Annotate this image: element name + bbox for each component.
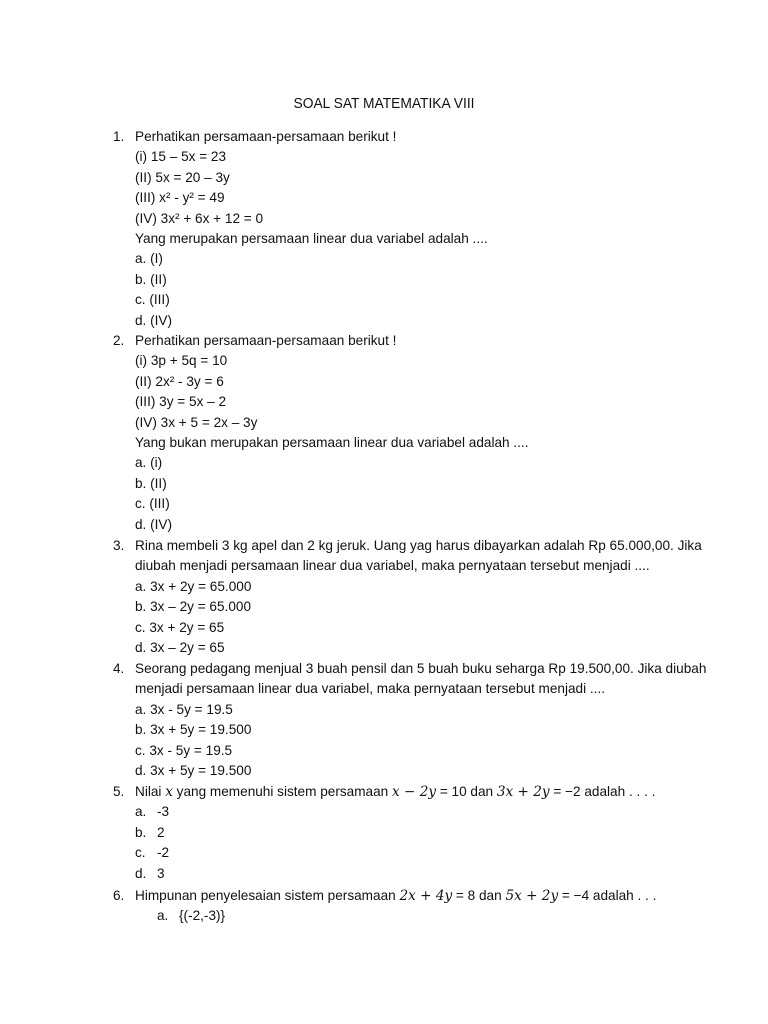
stem-text: = −2 adalah . . . . (549, 784, 656, 799)
stem-text: yang memenuhi sistem persamaan (172, 784, 393, 799)
question-prompt: Yang bukan merupakan persamaan linear dua variabel adalah .... (135, 434, 529, 450)
stem-text: = 8 dan (452, 888, 506, 903)
math-expression: x − 2y (392, 784, 437, 800)
question-5 (0, 782, 768, 884)
math-expression: 5x + 2y (505, 888, 559, 904)
answer-option-d: d. 3x + 5y = 19.500 (135, 762, 252, 778)
question-stem: Perhatikan persamaan-persamaan berikut ! (135, 333, 397, 348)
equation-item: (i) 3p + 5q = 10 (135, 353, 228, 369)
equation-item: (II) 2x² - 3y = 6 (135, 373, 224, 389)
question-4 (0, 659, 768, 781)
option-letter-a: a. (135, 804, 147, 820)
math-expression: 3x + 2y (496, 784, 550, 800)
math-variable: x (165, 784, 173, 800)
answer-option-b: 2 (157, 824, 165, 840)
answer-option-c: c. 3x + 2y = 65 (135, 619, 225, 635)
question-stem: Rina membeli 3 kg apel dan 2 kg jeruk. Uang yag harus dibayarkan adalah Rp 65.000,00. Jika (135, 538, 702, 553)
question-stem-continued: diubah menjadi persamaan linear dua variabel, maka pernyataan tersebut menjadi .... (135, 558, 650, 574)
question-number: 4. (113, 661, 125, 676)
option-letter-d: d. (135, 865, 147, 881)
answer-option-c: c. 3x - 5y = 19.5 (135, 742, 233, 758)
equation-item: (i) 15 – 5x = 23 (135, 149, 227, 165)
answer-option-a: -3 (157, 804, 170, 820)
question-prompt: Yang merupakan persamaan linear dua variabel adalah .... (135, 230, 488, 246)
question-1 (0, 127, 768, 331)
answer-option-b: b. 3x – 2y = 65.000 (135, 599, 252, 615)
question-stem (135, 886, 656, 906)
question-number: 1. (113, 129, 125, 144)
answer-option-a: a. (I) (135, 251, 163, 267)
equation-item: (IV) 3x + 5 = 2x – 3y (135, 414, 258, 430)
question-number: 6. (113, 888, 125, 903)
question-6 (0, 886, 768, 927)
math-expression: 2x + 4y (399, 888, 453, 904)
option-letter-c: c. (135, 845, 146, 861)
question-stem: Perhatikan persamaan-persamaan berikut ! (135, 129, 397, 144)
answer-option-b: b. (II) (135, 271, 167, 287)
answer-option-a: a. 3x + 2y = 65.000 (135, 578, 252, 594)
question-number: 5. (113, 784, 125, 799)
answer-option-d: d. (IV) (135, 516, 173, 532)
question-stem: Seorang pedagang menjual 3 buah pensil dan 5 buah buku seharga Rp 19.500,00. Jika diubah (135, 661, 707, 676)
answer-option-c: -2 (157, 845, 170, 861)
question-number: 3. (113, 538, 125, 553)
question-2 (0, 331, 768, 535)
answer-option-b: b. 3x + 5y = 19.500 (135, 722, 252, 738)
equation-item: (IV) 3x² + 6x + 12 = 0 (135, 210, 264, 226)
answer-option-c: c. (III) (135, 496, 170, 512)
equation-item: (II) 5x = 20 – 3y (135, 169, 230, 185)
answer-option-b: b. (II) (135, 475, 167, 491)
option-letter-a: a. (157, 908, 169, 924)
question-stem-continued: menjadi persamaan linear dua variabel, maka pernyataan tersebut menjadi .... (135, 681, 606, 697)
question-3 (0, 536, 768, 658)
stem-text: Himpunan penyelesaian sistem persamaan (135, 888, 400, 903)
question-stem (135, 782, 655, 802)
stem-text: = 10 dan (436, 784, 497, 799)
stem-text: Nilai (135, 784, 166, 799)
equation-item: (III) 3y = 5x – 2 (135, 394, 227, 410)
answer-option-d: d. 3x – 2y = 65 (135, 639, 225, 655)
answer-option-a: a. 3x - 5y = 19.5 (135, 701, 233, 717)
page-title: SOAL SAT MATEMATIKA VIII (293, 95, 475, 112)
answer-option-d: 3 (157, 865, 165, 881)
answer-option-c: c. (III) (135, 292, 170, 308)
question-number: 2. (113, 333, 125, 348)
answer-option-a: a. (i) (135, 455, 163, 471)
option-letter-b: b. (135, 824, 147, 840)
equation-item: (III) x² - y² = 49 (135, 190, 225, 206)
stem-text: = −4 adalah . . . (558, 888, 657, 903)
answer-option-d: d. (IV) (135, 312, 173, 328)
answer-option-a: {(-2,-3)} (179, 908, 226, 924)
